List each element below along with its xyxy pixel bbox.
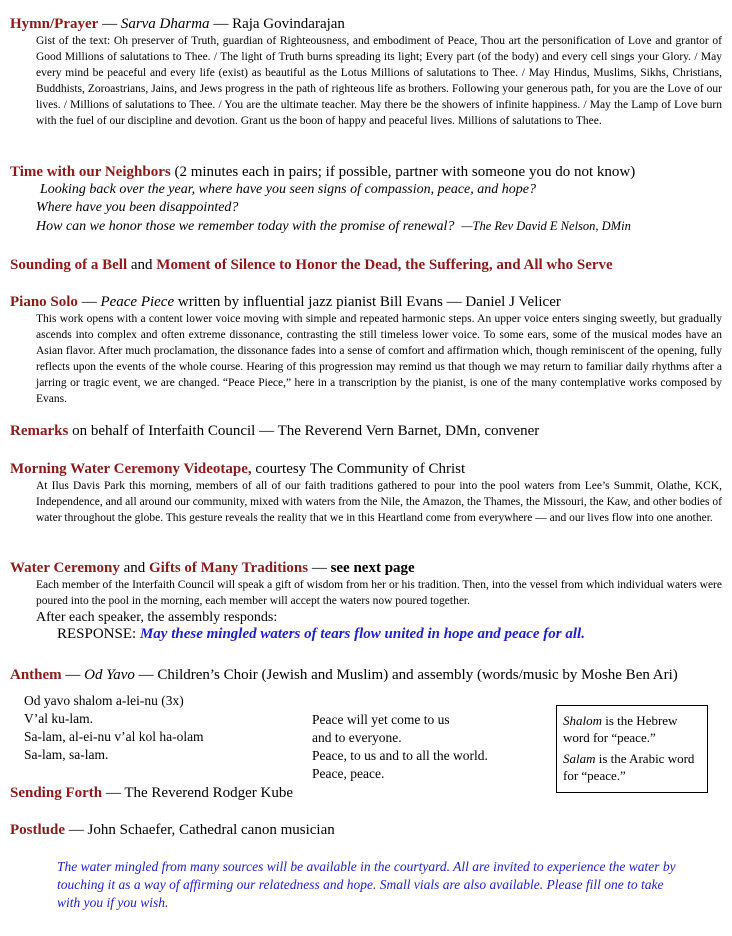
lyrics-hebrew <box>24 692 204 764</box>
lyric-line: V’al ku-lam. <box>24 711 93 726</box>
lyric-line: Peace, to us and to all the world. <box>312 748 488 763</box>
neighbors-label: Time with our Neighbors <box>10 164 171 180</box>
sending-label: Sending Forth <box>10 785 103 801</box>
hymn-label: Hymn/Prayer <box>10 16 99 32</box>
lyric-line: and to everyone. <box>312 730 402 745</box>
morning-label: Morning Water Ceremony Videotape, <box>10 461 252 477</box>
piano-title: Peace Piece <box>100 294 175 310</box>
sending-rest: — The Reverend Rodger Kube <box>105 785 294 801</box>
lyric-line: Sa-lam, al-ei-nu v’al kol ha-olam <box>24 729 204 744</box>
anthem-section <box>10 666 722 684</box>
hymn-performer: Raja Govindarajan <box>232 16 345 32</box>
neighbors-reflection <box>36 181 722 236</box>
water-heading: Water Ceremony and Gifts of Many Traditions — see next page <box>10 560 415 576</box>
lyrics-english <box>312 711 488 783</box>
anthem-rest: Children’s Choir (Jewish and Muslim) and assembly (words/music by Moshe Ben Ari) <box>157 667 678 683</box>
lyric-line: Od yavo shalom a-lei-nu (3x) <box>24 693 184 708</box>
remarks-label: Remarks <box>10 423 69 439</box>
sending-heading <box>10 784 722 802</box>
water-text: Each member of the Interfaith Council will speak a gift of wisdom from her or his tradition. Then, into the vessel from which individual waters were poured into the pool in the morning, each member will accept the waters now poured together. <box>36 579 722 607</box>
neighbors-section <box>10 163 722 236</box>
lyric-line: Sa-lam, sa-lam. <box>24 747 109 762</box>
postlude-label: Postlude <box>10 822 66 838</box>
piano-section <box>10 293 722 407</box>
piano-label: Piano Solo <box>10 294 78 310</box>
neighbors-note: (2 minutes each in pairs; if possible, partner with someone you do not know) <box>174 164 636 180</box>
sending-section <box>10 784 722 802</box>
response-text: May these mingled waters of tears flow united in hope and peace for all. <box>139 626 585 642</box>
water-after: After each speaker, the assembly responds: <box>36 610 278 625</box>
see-next-page: see next page <box>330 560 415 576</box>
lyric-line: Peace, peace. <box>312 766 385 781</box>
piano-rest: written by influential jazz pianist Bill Evans — Daniel J Velicer <box>177 294 561 310</box>
neighbors-heading <box>10 163 722 181</box>
remarks-heading <box>10 422 722 440</box>
postlude-heading <box>10 821 722 839</box>
morning-rest: courtesy The Community of Christ <box>255 461 466 477</box>
morning-section <box>10 460 722 526</box>
postlude-rest: — John Schaefer, Cathedral canon musician <box>68 822 335 838</box>
bell-heading: Sounding of a Bell and Moment of Silence to Honor the Dead, the Suffering, and All who Serve <box>10 257 613 273</box>
piano-text: This work opens with a content lower voice moving with simple and repeated harmonic steps. An upper voice enters singing sweetly, but gradually ascends into complex and often extreme dissonance, contrasting the still timeless lower voice. To some ears, some of the musical modes have an Asian flavor. After much proclamation, the dissonance fades into a sense of comfort and affirmation which, though reminiscent of the opening, fully reflects upon the events of the whole course. Hearing of this progression may remind us that though we may return to familiar daily rhythms after a jarring or tragic event, we are changed. “Peace Piece,” here in a transcription by the pianist, is one of the many contemplative works composed by Evans. <box>36 313 722 405</box>
response-label: RESPONSE: <box>57 626 137 642</box>
bell-section <box>10 256 722 274</box>
postlude-section <box>10 821 722 839</box>
water-section <box>10 559 722 627</box>
hymn-section <box>10 15 722 129</box>
anthem-title: Od Yavo <box>84 667 135 683</box>
piano-heading: Piano Solo — Peace Piece written by influential jazz pianist Bill Evans — Daniel J Velicer <box>10 294 561 310</box>
shalom-salam-note: Shalom is the Hebrew word for “peace.” Salam is the Arabic word for “peace.” <box>556 705 708 793</box>
hymn-text: Gist of the text: Oh preserver of Truth, guardian of Righteousness, and embodiment of Peace, Thou art the personification of Love and grantor of Good Millions of salutations to Thee. / The light of Truth burns spreading its light; Every part (of the body) and every cell sings your Glory. / May every mind be peaceful and every life (exist) as beautiful as the Lotus Millions of salutations to Thee. / May Hindus, Muslims, Sikhs, Christians, Buddhists, Zoroastrians, Jains, and Jews progress in the path of righteous life as brothers. Following your generous path, for you are the Love of our lives. / Millions of salutations to Thee. / You are the ultimate teacher. May there be the showers of infinite happiness. / May the Lamp of Love burn with the fuel of our discipline and devotion. Grant us the boon of happy and peaceful lives. Millions of salutations to Thee. <box>36 35 722 127</box>
reflection-line-2: Where have you been disappointed? <box>36 200 239 215</box>
lyric-line: Peace will yet come to us <box>312 712 450 727</box>
hymn-title: Sarva Dharma <box>120 16 210 32</box>
reflection-line-3: How can we honor those we remember today with the promise of renewal? —The Rev David E Nelson, DMin <box>36 219 631 234</box>
reflection-attribution: —The Rev David E Nelson, DMin <box>461 219 631 233</box>
morning-heading <box>10 460 722 478</box>
morning-text: At Ilus Davis Park this morning, members of all of our faith traditions gathered to pour into the pool waters from Lee’s Summit, Olathe, KCK, Independence, and all around our community, mixed with waters from the Nile, the Amazon, the Thames, the Missouri, the Kaw, and other bodies of water throughout the globe. This gesture reveals the reality that we in this Heartland come from everywhere — and our lives flow into one another. <box>36 480 722 524</box>
hymn-heading: Hymn/Prayer — Sarva Dharma — Raja Govindarajan <box>10 16 345 32</box>
reflection-line-1: Looking back over the year, where have you seen signs of compassion, peace, and hope? <box>40 182 536 197</box>
anthem-label: Anthem <box>10 667 62 683</box>
remarks-section <box>10 422 722 440</box>
closing-note: The water mingled from many sources will be available in the courtyard. All are invited to experience the water by touching it as a way of affirming our relatedness and hope. Small vials are also available. Please fill one to take with you if you wish. <box>57 859 676 910</box>
response-line <box>57 626 585 643</box>
anthem-heading: Anthem — Od Yavo — Children’s Choir (Jewish and Muslim) and assembly (words/music by Moshe Ben Ari) <box>10 667 678 683</box>
remarks-rest: on behalf of Interfaith Council — The Reverend Vern Barnet, DMn, convener <box>72 423 540 439</box>
